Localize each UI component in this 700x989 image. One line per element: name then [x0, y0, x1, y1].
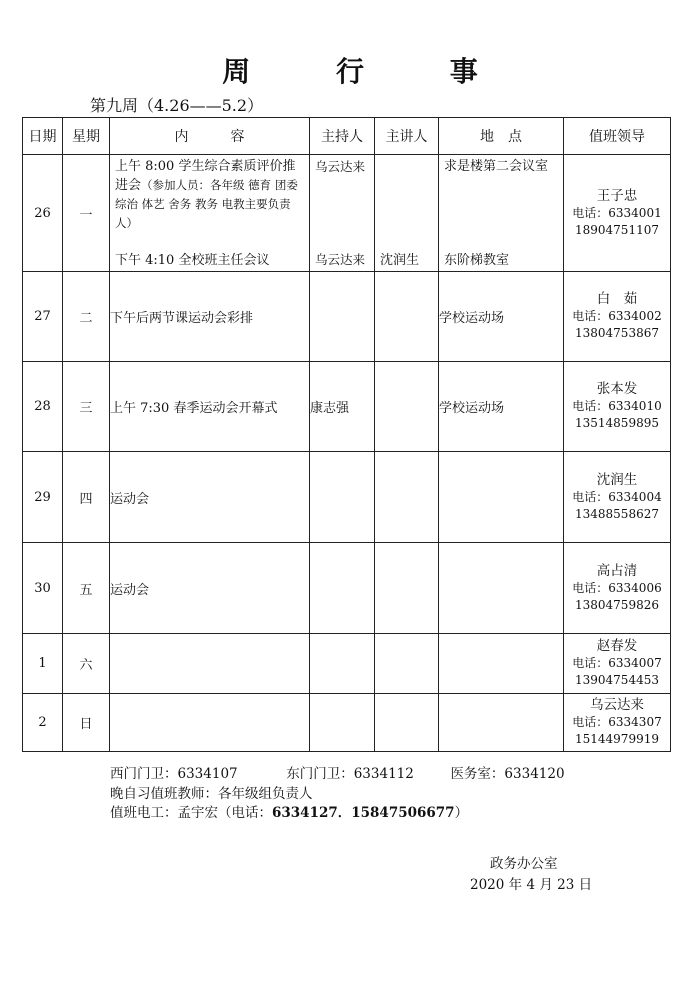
leader-cell: [564, 155, 671, 272]
date-cell: 28: [23, 362, 63, 452]
clinic-phone: 医务室：6334120: [450, 766, 565, 782]
issuing-office: 政务办公室: [490, 856, 558, 872]
place-cell: [439, 155, 564, 272]
date-cell: 26: [23, 155, 63, 272]
leader-cell: [564, 634, 671, 694]
table-row: [23, 452, 671, 543]
leader-name: 乌云达来: [590, 697, 644, 713]
header-place: 地 点: [439, 118, 564, 155]
content-cell: [110, 694, 310, 752]
header-speaker: 主讲人: [375, 118, 439, 155]
host-name: 乌云达来: [315, 252, 366, 267]
weekday-cell: 日: [63, 694, 110, 752]
gate-phones: [110, 762, 565, 782]
electrician-duty: [110, 801, 468, 821]
place-cell: [439, 543, 564, 634]
place-name: 东阶梯教室: [444, 253, 510, 268]
place-cell: [439, 452, 564, 543]
host-cell: [310, 155, 375, 272]
host-cell: [310, 634, 375, 694]
speaker-cell: [375, 155, 439, 272]
speaker-cell: [375, 272, 439, 362]
leader-phone: 电话：6334006: [572, 580, 662, 595]
event-participants: （参加人员：各年级 德育 团委 综治 体艺 舍务 教务 电教主要负责人）: [115, 178, 298, 230]
leader-phone: 电话：6334001: [572, 205, 662, 220]
leader-mobile: 18904751107: [575, 222, 659, 237]
table-row: [23, 694, 671, 752]
leader-cell: [564, 543, 671, 634]
speaker-cell: [375, 452, 439, 543]
leader-name: 白 茹: [596, 291, 638, 307]
table-row: [23, 155, 671, 272]
event-text: [115, 158, 305, 233]
header-date: 日期: [23, 118, 63, 155]
host-cell: [310, 694, 375, 752]
date-cell: 27: [23, 272, 63, 362]
electrician-phone: 6334127．15847506677: [272, 805, 455, 821]
table-row: [23, 543, 671, 634]
date-cell: 1: [23, 634, 63, 694]
header-content: 内 容: [110, 118, 310, 155]
speaker-cell: [375, 634, 439, 694]
header-weekday: 星期: [63, 118, 110, 155]
leader-cell: [564, 362, 671, 452]
place-name: 求是楼第二会议室: [444, 159, 549, 174]
place-cell: 学校运动场: [439, 362, 564, 452]
host-cell: [310, 543, 375, 634]
leader-cell: [564, 694, 671, 752]
leader-mobile: 13514859895: [575, 416, 659, 430]
event-title: 上午 8:00 学生综合素质评价推进会: [115, 159, 296, 193]
event-text: 下午 4:10 全校班主任会议: [115, 253, 270, 268]
date-cell: 29: [23, 452, 63, 543]
table-row: [23, 272, 671, 362]
evening-duty: 晚自习值班教师：各年级组负责人: [110, 786, 313, 802]
weekday-cell: 三: [63, 362, 110, 452]
leader-name: 沈润生: [596, 471, 638, 488]
content-cell: [110, 155, 310, 272]
leader-mobile: 13804759826: [575, 597, 659, 612]
speaker-cell: [375, 543, 439, 634]
week-label: 第九周（4.26——5.2）: [90, 96, 264, 115]
content-cell: 运动会: [110, 543, 310, 634]
leader-phone: 电话：6334002: [572, 309, 662, 323]
speaker-cell: [375, 694, 439, 752]
host-cell: 康志强: [310, 362, 375, 452]
page-title: 周 行 事: [222, 55, 516, 88]
date-cell: 30: [23, 543, 63, 634]
header-leader: 值班领导: [564, 118, 671, 155]
weekday-cell: 六: [63, 634, 110, 694]
header-host: 主持人: [310, 118, 375, 155]
place-cell: 学校运动场: [439, 272, 564, 362]
table-row: [23, 362, 671, 452]
leader-phone: 电话：6334004: [572, 489, 662, 504]
leader-name: 高占清: [596, 562, 638, 579]
content-cell: 上午 7:30 春季运动会开幕式: [110, 362, 310, 452]
leader-phone: 电话：6334010: [572, 399, 662, 413]
leader-name: 王子忠: [596, 187, 638, 204]
electrician-close: ）: [454, 805, 469, 821]
weekday-cell: 四: [63, 452, 110, 543]
west-gate-phone: 西门门卫：6334107: [110, 766, 238, 782]
leader-name: 张本发: [596, 381, 638, 397]
leader-mobile: 13488558627: [575, 506, 659, 521]
place-cell: [439, 634, 564, 694]
host-name: 乌云达来: [315, 159, 366, 174]
leader-phone: 电话：6334307: [572, 715, 662, 729]
host-cell: [310, 452, 375, 543]
leader-mobile: 13804753867: [575, 326, 659, 340]
leader-phone: 电话：6334007: [572, 656, 662, 670]
schedule-table: [22, 117, 671, 752]
leader-mobile: 15144979919: [575, 732, 659, 746]
weekday-cell: 五: [63, 543, 110, 634]
host-cell: [310, 272, 375, 362]
speaker-name: 沈润生: [380, 253, 420, 268]
leader-mobile: 13904754453: [575, 673, 659, 687]
table-header-row: [23, 118, 671, 155]
weekday-cell: 二: [63, 272, 110, 362]
speaker-cell: [375, 362, 439, 452]
weekday-cell: 一: [63, 155, 110, 272]
leader-cell: [564, 272, 671, 362]
issue-date: 2020 年 4 月 23 日: [470, 877, 593, 893]
leader-name: 赵春发: [596, 638, 638, 654]
content-cell: 运动会: [110, 452, 310, 543]
date-cell: 2: [23, 694, 63, 752]
table-row: [23, 634, 671, 694]
place-cell: [439, 694, 564, 752]
content-cell: 下午后两节课运动会彩排: [110, 272, 310, 362]
content-cell: [110, 634, 310, 694]
east-gate-phone: 东门门卫：6334112: [286, 766, 414, 782]
electrician-label: 值班电工：孟宇宏（电话：: [110, 805, 272, 821]
leader-cell: [564, 452, 671, 543]
